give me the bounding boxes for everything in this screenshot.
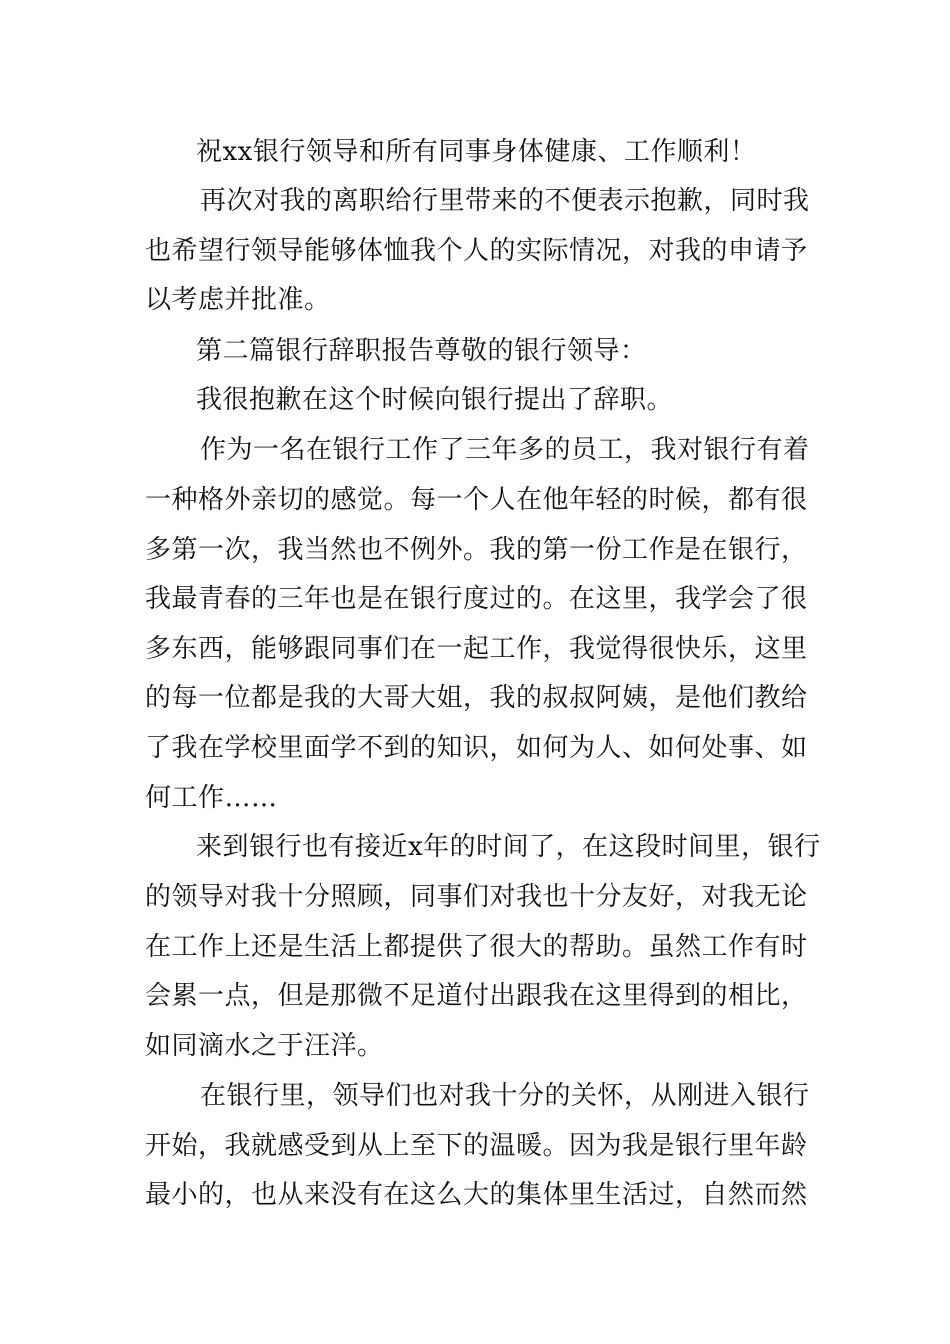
text-line: 最小的，也从来没有在这么大的集体里生活过，自然而然 <box>145 1180 808 1210</box>
text-line: 也希望行领导能够体恤我个人的实际情况，对我的申请予 <box>145 236 808 266</box>
text-line: 会累一点，但是那微不足道付出跟我在这里得到的相比， <box>145 981 808 1011</box>
text-line: 我很抱歉在这个时候向银行提出了辞职。 <box>196 385 674 415</box>
text-line: 的领导对我十分照顾，同事们对我也十分友好，对我无论 <box>145 882 808 912</box>
text-line: 开始，我就感受到从上至下的温暖。因为我是银行里年龄 <box>145 1131 808 1161</box>
text-line: 来到银行也有接近x年的时间了，在这段时间里，银行 <box>196 832 821 862</box>
text-line: 在工作上还是生活上都提供了很大的帮助。虽然工作有时 <box>145 932 808 962</box>
text-line: 的每一位都是我的大哥大姐，我的叔叔阿姨，是他们教给 <box>145 683 808 713</box>
text-line: 第二篇银行辞职报告尊敬的银行领导： <box>196 336 647 366</box>
text-line: 我最青春的三年也是在银行度过的。在这里，我学会了很 <box>145 584 808 614</box>
text-line: 作为一名在银行工作了三年多的员工，我对银行有着 <box>200 435 810 465</box>
text-line: 再次对我的离职给行里带来的不便表示抱歉，同时我 <box>200 186 810 216</box>
text-line: 多东西，能够跟同事们在一起工作，我觉得很快乐，这里 <box>145 634 808 664</box>
text-line: 多第一次，我当然也不例外。我的第一份工作是在银行， <box>145 535 808 565</box>
text-line: 何工作…… <box>145 783 278 813</box>
text-line: 了我在学校里面学不到的知识，如何为人、如何处事、如 <box>145 733 808 763</box>
text-line: 以考虑并批准。 <box>145 285 331 315</box>
text-line: 祝xx银行领导和所有同事身体健康、工作顺利！ <box>196 137 757 167</box>
text-line: 一种格外亲切的感觉。每一个人在他年轻的时候，都有很 <box>145 485 808 515</box>
text-line: 在银行里，领导们也对我十分的关怀，从刚进入银行 <box>200 1081 810 1111</box>
text-line: 如同滴水之于汪洋。 <box>145 1031 384 1061</box>
